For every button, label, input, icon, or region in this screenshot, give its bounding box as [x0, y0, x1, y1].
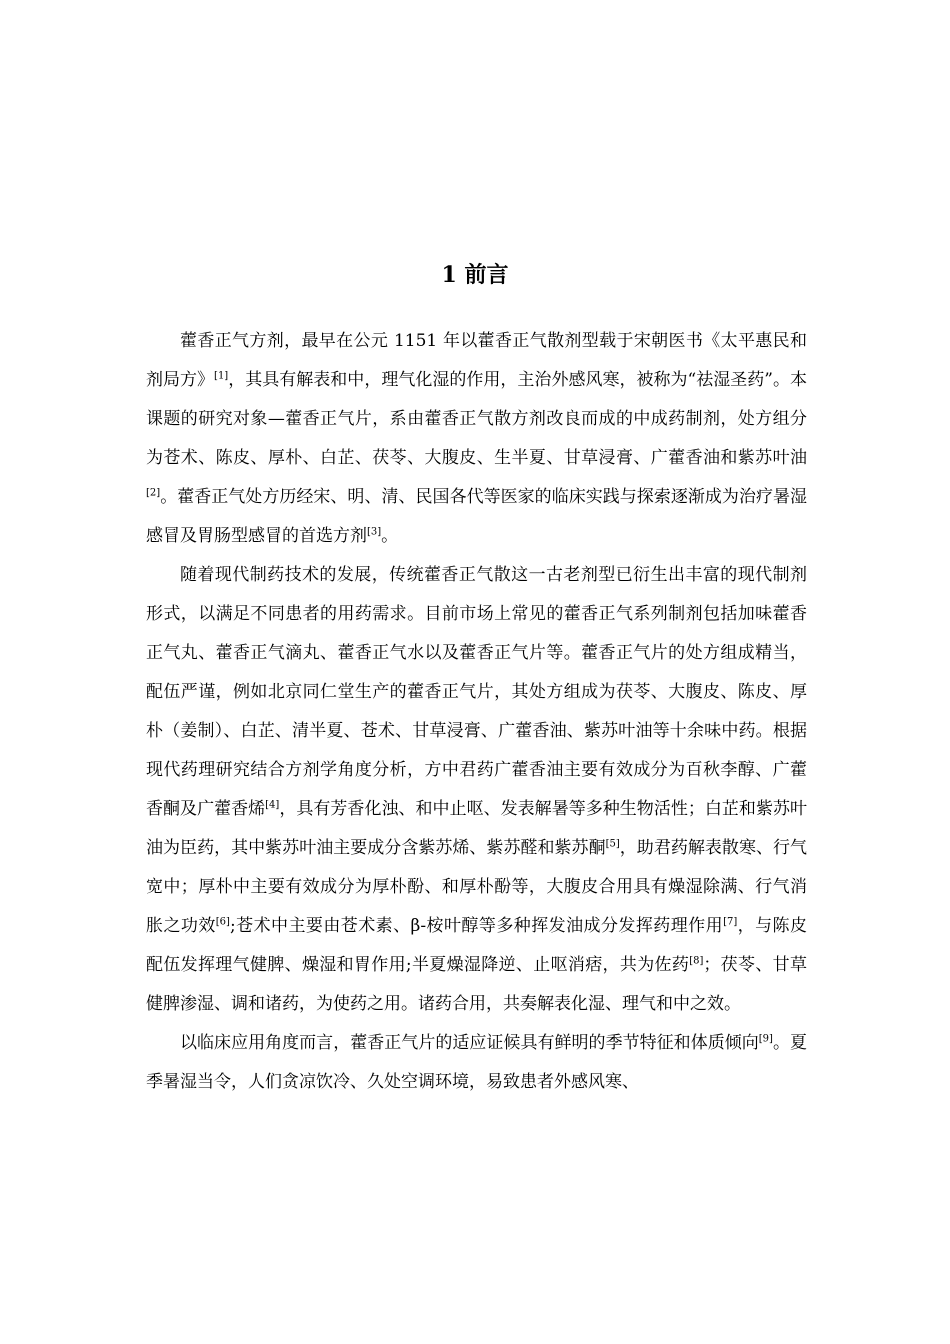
citation-ref-9: [9] [758, 1033, 773, 1045]
paragraph-text: ，助君药解表散寒、行气宽中；厚朴中主要有效成分为厚朴酚、和厚朴酚等，大腹皮合用具有燥湿除满、行气消胀之功效 [146, 838, 808, 936]
citation-ref-4: [4] [265, 799, 280, 811]
paragraph-text: 以临床应用角度而言，藿香正气片的适应证候具有鲜明的季节特征和体质倾向 [180, 1033, 759, 1053]
paragraph-text: 。夏季暑湿当令，人们贪凉饮冷、久处空调环境，易致患者外感风寒、 [146, 1033, 807, 1092]
citation-ref-7: [7] [723, 916, 738, 928]
citation-ref-6: [6] [215, 916, 230, 928]
paragraph-text: ；茯苓、甘草健脾渗湿、调和诸药，为使药之用。诸药合用，共奏解表化湿、理气和中之效。 [146, 955, 807, 1014]
paragraph-text: ，其具有解表和中，理气化湿的作用，主治外感风寒，被称为“祛湿圣药”。本课题的研究对象—藿香正气片，系由藿香正气散方剂改良而成的中成药制剂，处方组分为苍术、陈皮、厚朴、白芷、茯苓、大腹皮、生半夏、甘草浸膏、广藿香油和紫苏叶油 [146, 370, 807, 468]
paragraph-2 [146, 556, 807, 1024]
body-text [146, 322, 807, 1102]
paragraph-text: 随着现代制药技术的发展，传统藿香正气散这一古老剂型已衍生出丰富的现代制剂形式，以满足不同患者的用药需求。目前市场上常见的藿香正气系列制剂包括加味藿香正气丸、藿香正气滴丸、藿香正气水以及藿香正气片等。藿香正气片的处方组成精当，配伍严谨，例如北京同仁堂生产的藿香正气片，其处方组成为茯苓、大腹皮、陈皮、厚朴（姜制）、白芷、清半夏、苍术、甘草浸膏、广藿香油、紫苏叶油等十余味中药。根据现代药理研究结合方剂学角度分析，方中君药广藿香油主要有效成分为百秋李醇、广藿香酮及广藿香烯 [146, 565, 807, 819]
paragraph-1 [146, 322, 807, 556]
paragraph-text: 。 [381, 526, 399, 546]
paragraph-text: 。藿香正气处方历经宋、明、清、民国各代等医家的临床实践与探索逐渐成为治疗暑湿感冒及胃肠型感冒的首选方剂 [146, 487, 807, 546]
paragraph-text: ;苍术中主要由苍术素、β-桉叶醇等多种挥发油成分发挥药理作用 [229, 916, 724, 936]
paragraph-3 [146, 1024, 807, 1102]
paragraph-text: ，与陈皮配伍发挥理气健脾、燥湿和胃作用;半夏燥湿降逆、止呕消痞，共为佐药 [146, 916, 808, 975]
citation-ref-5: [5] [605, 838, 620, 850]
citation-ref-3: [3] [367, 526, 382, 538]
paragraph-text: ，具有芳香化浊、和中止呕、发表解暑等多种生物活性；白芷和紫苏叶油为臣药，其中紫苏叶油主要成分含紫苏烯、紫苏醛和紫苏酮 [146, 799, 808, 858]
citation-ref-2: [2] [146, 487, 161, 499]
paragraph-text: 藿香正气方剂，最早在公元 1151 年以藿香正气散剂型载于宋朝医书《太平惠民和剂局方》 [146, 331, 807, 390]
citation-ref-1: [1] [214, 370, 229, 382]
citation-ref-8: [8] [689, 955, 704, 967]
section-heading: 1 前言 [441, 262, 509, 288]
